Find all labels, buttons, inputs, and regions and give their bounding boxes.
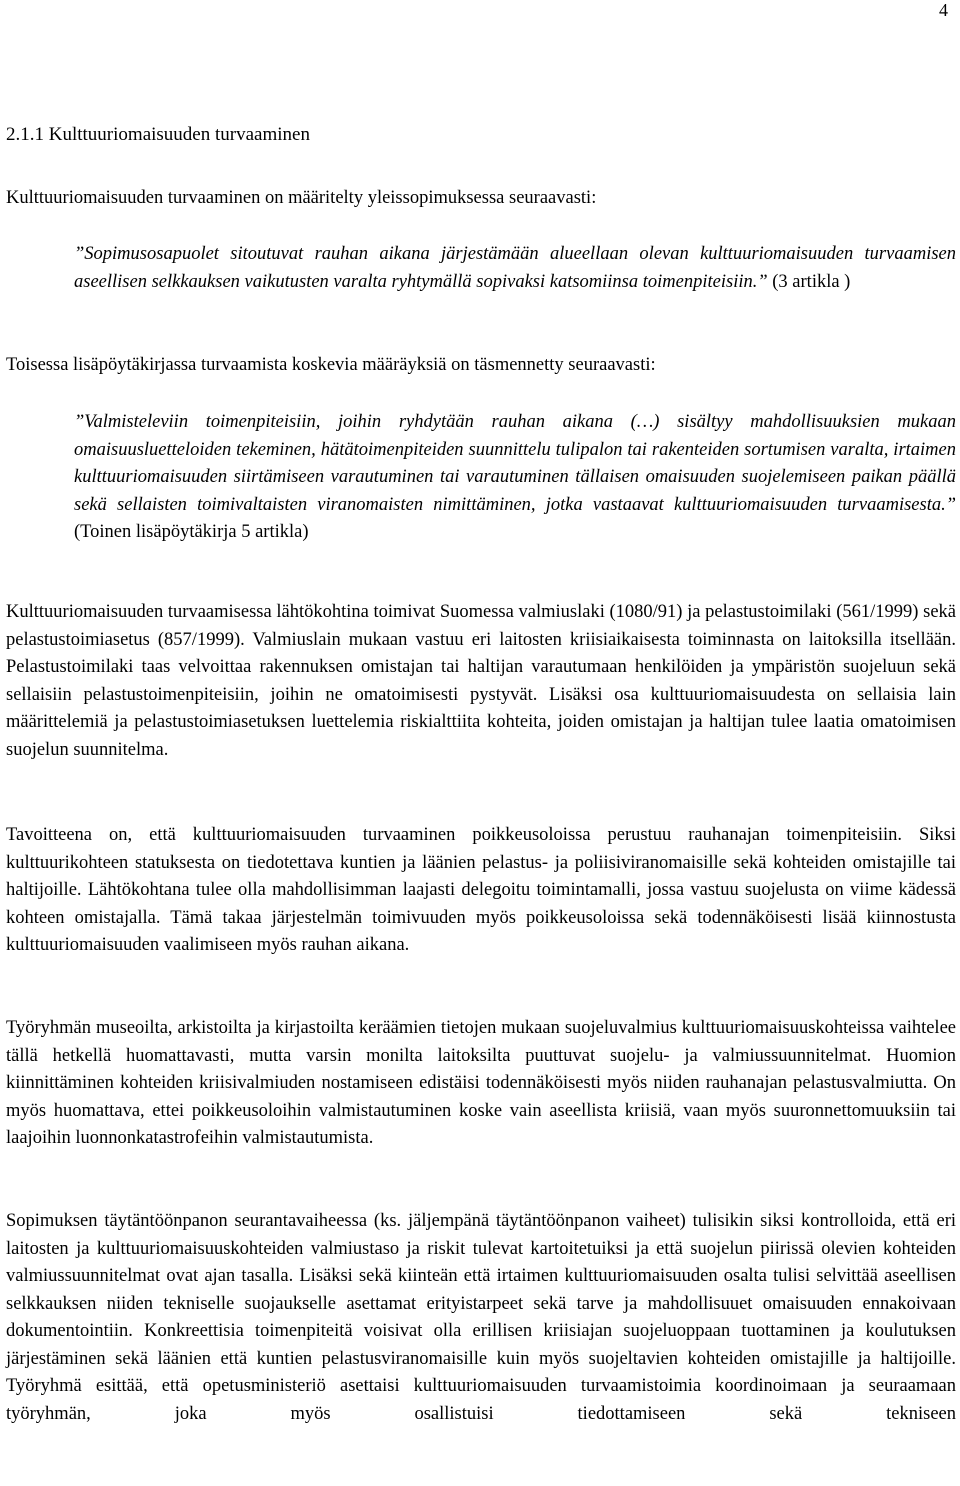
quote-text: ”Sopimusosapuolet sitoutuvat rauhan aikana järjestämään alueellaan olevan kulttuuriomaisuuden turvaamisen aseellisen selkkauksen vaikutusten varalta ryhtymällä sopivaksi katsomiinsa toimenpiteisiin.” bbox=[74, 244, 956, 292]
quote-convention-article-3 bbox=[74, 241, 956, 296]
body-paragraph-4: Sopimuksen täytäntöönpanon seurantavaiheessa (ks. jäljempänä täytäntöönpanon vaiheet) tulisikin siksi kontrolloida, että eri laitosten ja kulttuuriomaisuuskohteiden valmiustaso ja riskit tulevat kartoitetuiksi ja että suojelun piirissä olevien kohteiden valmiussuunnitelmat ovat ajan tasalla. Lisäksi sekä kiinteän että irtaimen kulttuuriomaisuuden osalta tulisi selvittää aseellisen selkkauksen niiden tekniselle suojaukselle asettamat erityistarpeet sekä tarve ja mahdollisuuet omaisuuden ennakoivaan dokumentointiin. Konkreettisia toimenpiteitä voisivat olla erillisen kriisiajan suojeluoppaan tuottaminen ja koulutuksen järjestäminen sekä läänien että kuntien pelastusviranomaisille kuin myös suojeltavien kohteiden omistajille ja haltijoille. Työryhmä esittää, että opetusministeriö asettaisi kulttuuriomaisuuden turvaamistoimia koordinoimaan ja seuraamaan työryhmän, joka myös osallistuisi tiedottamiseen sekä tekniseen bbox=[6, 1211, 956, 1424]
quote-protocol-article-5 bbox=[74, 409, 956, 547]
body-paragraph-2: Tavoitteena on, että kulttuuriomaisuuden turvaaminen poikkeusoloissa perustuu rauhanajan toimenpiteisiin. Siksi kulttuurikohteen statuksesta on tiedotettava kuntien ja läänien pelastus- ja poliisiviranomaisille sekä kohteiden omistajille tai haltijoille. Lähtökohtana tulee olla mahdollisimman laajasti delegoitu toimintamalli, jossa vastuu suojelusta on viime kädessä kohteen omistajalla. Tämä takaa järjestelmän toimivuuden myös poikkeusoloissa sekä todennäköisesti lisää kiinnostusta kulttuuriomaisuuden vaalimiseen myös rauhan aikana. bbox=[6, 825, 956, 955]
section-heading: 2.1.1 Kulttuuriomaisuuden turvaaminen bbox=[6, 124, 310, 145]
quote-reference: (Toinen lisäpöytäkirja 5 artikla) bbox=[74, 522, 309, 542]
body-paragraph-1: Kulttuuriomaisuuden turvaamisessa lähtökohtina toimivat Suomessa valmiuslaki (1080/91) ja pelastustoimilaki (561/1999) sekä pelastustoimiasetus (857/1999). Valmiuslain mukaan vastuu eri laitosten kriisiaikaisesta toiminnasta on laitoksilla itsellään. Pelastustoimilaki taas velvoittaa rakennuksen omistajan tai haltijan varautumaan henkilöiden ja ympäristön suojeluun sekä sellaisiin pelastustoimenpiteisiin, joihin ne omatoimisesti pystyvät. Lisäksi osa kulttuuriomaisuudesta on sellaisia lain määrittelemiä ja pelastustoimiasetuksen luettelemia riskialttiita kohteita, joiden omistajan ja haltijan tulee laatia omatoimisen suojelun suunnitelma. bbox=[6, 602, 956, 760]
page-number: 4 bbox=[939, 0, 948, 20]
intro-paragraph-2: Toisessa lisäpöytäkirjassa turvaamista koskevia määräyksiä on täsmennetty seuraavasti: bbox=[6, 355, 656, 375]
intro-paragraph: Kulttuuriomaisuuden turvaaminen on määritelty yleissopimuksessa seuraavasti: bbox=[6, 188, 597, 208]
quote-reference: (3 artikla ) bbox=[767, 271, 851, 292]
quote-text: ”Valmisteleviin toimenpiteisiin, joihin ryhdytään rauhan aikana (…) sisältyy mahdollisuuksien mukaan omaisuusluetteloiden tekeminen, hätätoimenpiteiden suunnittelu tulipalon tai rakenteiden sortumisen varalta, irtaimen kulttuuriomaisuuden siirtämiseen varautuminen tai varautuminen tällaisen omaisuuden suojelemiseen paikan päällä sekä sellaisten toimivaltaisten viranomaisten nimittäminen, jotka vastaavat kulttuuriomaisuuden turvaamisesta.” bbox=[74, 412, 956, 515]
body-paragraph-3: Työryhmän museoilta, arkistoilta ja kirjastoilta keräämien tietojen mukaan suojeluvalmius kulttuuriomaisuuskohteissa vaihtelee tällä hetkellä huomattavasti, mutta varsin monilta laitoksilta puuttuvat suojelu- ja valmiussuunnitelmat. Huomion kiinnittäminen kohteiden kriisivalmiuden nostamiseen edistäisi todennäköisesti myös niiden rauhanajan pelastusvalmiutta. On myös huomattava, ettei poikkeusoloihin valmistautuminen koske vain aseellista kriisiä, vaan myös suuronnettomuuksiin tai laajoihin luonnonkatastrofeihin valmistautumista. bbox=[6, 1018, 956, 1148]
